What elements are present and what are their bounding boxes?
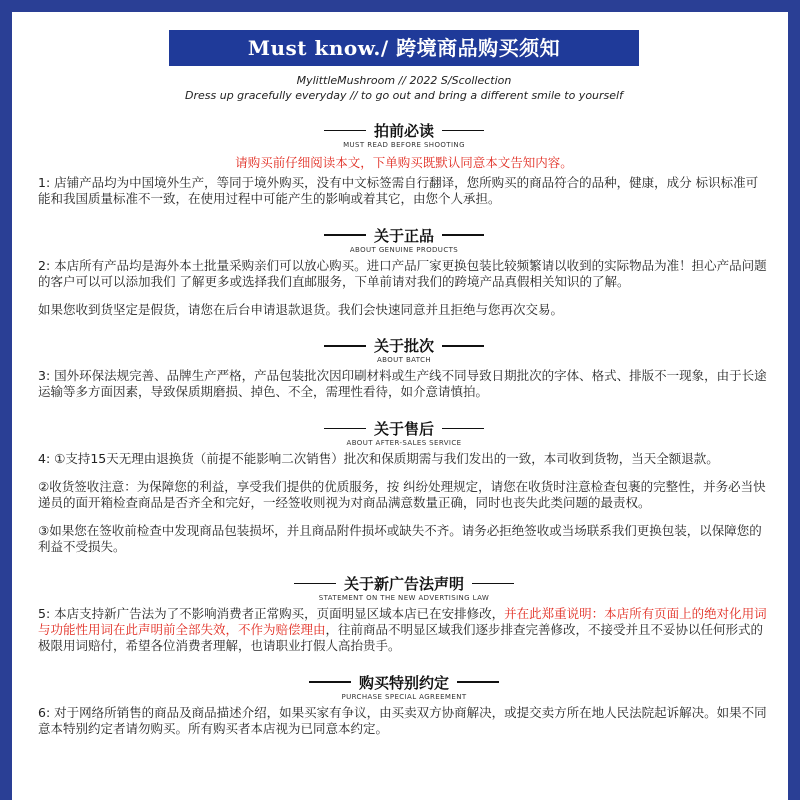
paragraph: 6: 对于网络所销售的商品及商品描述介绍，如果买家有争议，由买卖双方协商解决，或提交卖方所在地人民法院起诉解决。如果不同意本特别约定者请勿购买。所有购买者本店视为已同意本约定。 <box>38 704 767 736</box>
paragraph: 2: 本店所有产品均是海外本土批量采购亲们可以放心购买。进口产品厂家更换包装比较频繁请以收到的实际物品为准！担心产品问题的客户可以可以添加我们 了解更多或选择我们直邮服务，下单前请对我们的跨境产品真假相关知识的了解。 <box>38 257 767 289</box>
collection-line: MylittleMushroom // 2022 S/Scollection <box>296 74 512 87</box>
section-subtitle: MUST READ BEFORE SHOOTING <box>343 140 465 149</box>
section-heading-batch <box>38 332 770 365</box>
title-banner: Must know./ 跨境商品购买须知 <box>169 30 639 66</box>
document-frame <box>12 12 788 800</box>
paragraph: ③如果您在签收前检查中发现商品包装损坏，并且商品附件损坏或缺失不齐。请务必拒绝签收或当场联系我们更换包装，以保障您的利益不受损失。 <box>38 523 762 554</box>
paragraph-part: 5: 本店支持新广告法为了不影响消费者正常购买，页面明显区域本店已在安排修改， <box>38 605 505 621</box>
section-title: 拍前必读 <box>373 121 434 140</box>
paragraph: 4: ①支持15天无理由退换货（前提不能影响二次销售）批次和保质期需与我们发出的一致，本司收到货物，当天全额退款。 <box>38 451 719 466</box>
paragraph: 3: 国外环保法规完善、品牌生产严格，产品包装批次因印刷材料或生产线不同导致日期批次的字体、格式、排版不一现象，由于长途运输等多方面因素，导致保质期磨损、掉色、不全，需理性看待，如介意请慎拍。 <box>38 368 767 400</box>
section-title: 关于新广告法声明 <box>343 574 464 593</box>
paragraph: 如果您收到货坚定是假货，请您在后台申请退款退货。我们会快速同意并且拒绝与您再次交易。 <box>38 301 564 317</box>
section-subtitle: PURCHASE SPECIAL AGREEMENT <box>341 692 467 701</box>
warning-notice: 请购买前仔细阅读本文，下单购买既默认同意本文告知内容。 <box>235 154 573 170</box>
section-heading-must-read <box>38 116 770 149</box>
section-subtitle: ABOUT GENUINE PRODUCTS <box>349 245 459 254</box>
paragraph-part: ，往前商品不明显区域我们逐步排查完善修改，不接受并且不妥协以任何形式的极限用词赔付，希望各位消费者理解，也请职业打假人高抬贵手。 <box>38 621 764 653</box>
section-heading-genuine <box>38 221 770 254</box>
section-title: 关于批次 <box>373 337 434 356</box>
section-heading-agreement <box>38 668 770 701</box>
section-subtitle: ABOUT BATCH <box>376 356 432 365</box>
section-heading-ad-law <box>38 569 770 602</box>
highlighted-statement: 并在此郑重说明：本店所有页面上的绝对化用词与功能性用词在此声明前全部失效，不作为赔偿理由 <box>38 605 767 637</box>
section-subtitle: ABOUT AFTER-SALES SERVICE <box>346 439 462 447</box>
slogan-line: Dress up gracefully everyday // to go out and bring a different smile to yourself <box>185 89 623 102</box>
paragraph: 1: 店铺产品均为中国境外生产，等同于境外购买，没有中文标签需自行翻译，您所购买的商品符合的品种，健康，成分 标识标准可能和我国质量标准不一致，在使用过程中可能产生的影响或着其它，由您个人承担。 <box>38 174 759 206</box>
paragraph: ②收货签收注意：为保障您的利益，享受我们提供的优质服务，按 纠纷处理规定，请您在收货时注意检查包裹的完整性，并务必当快递员的面开箱检查商品是否齐全和完好，一经签收则视为对商品满意数量正确，同时也丧失此类问题的最责权。 <box>38 479 766 510</box>
section-title: 购买特别约定 <box>358 673 449 692</box>
section-subtitle: STATEMENT ON THE NEW ADVERTISING LAW <box>318 593 490 602</box>
paragraph <box>38 606 770 654</box>
section-title: 关于售后 <box>373 420 434 438</box>
section-heading-after-sales <box>38 414 770 447</box>
section-title: 关于正品 <box>373 226 434 245</box>
